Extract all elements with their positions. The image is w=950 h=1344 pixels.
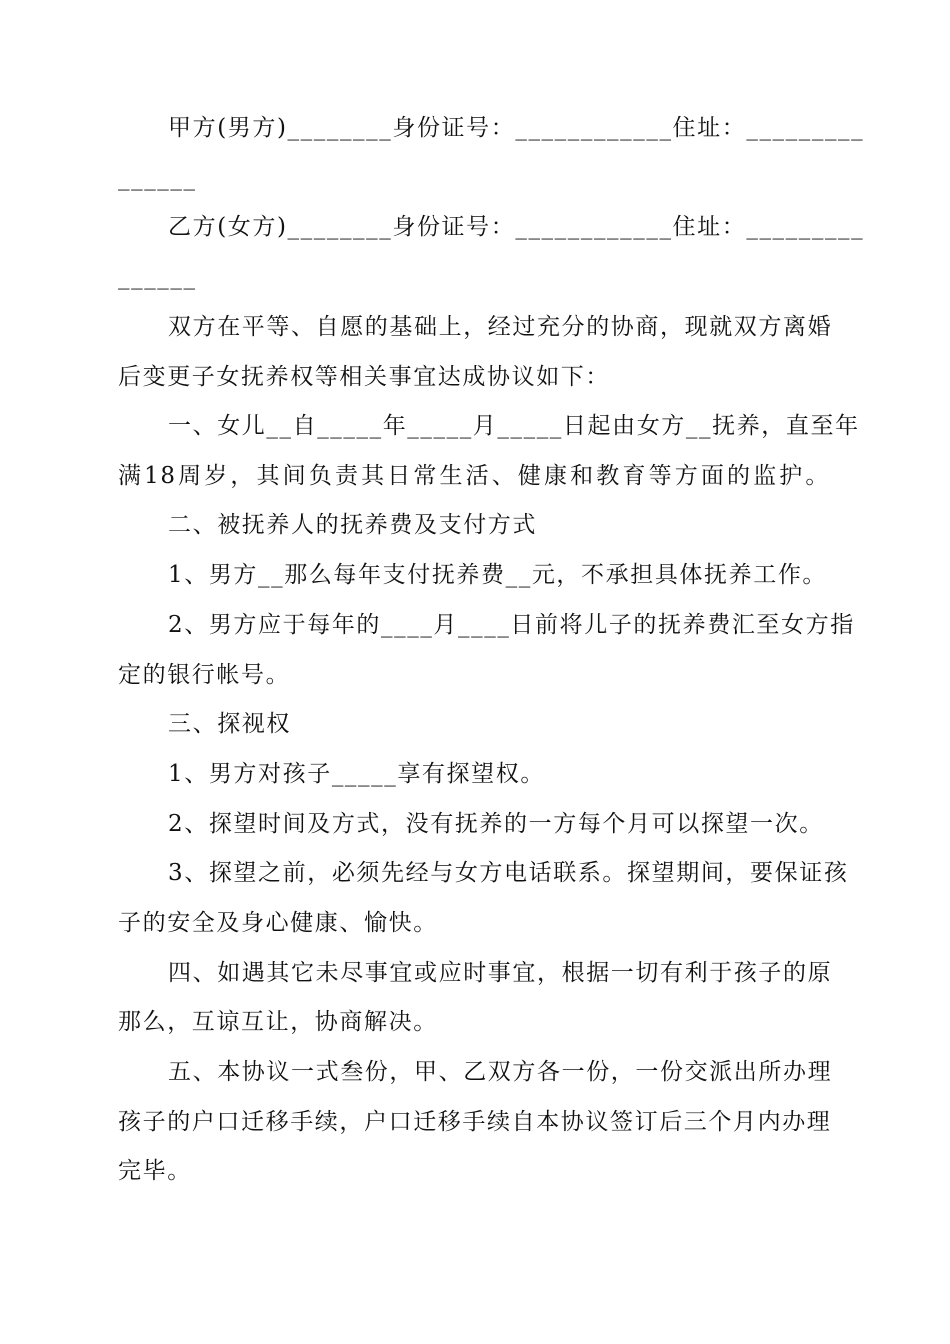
clause-2-1-line: 1、男方__那么每年支付抚养费__元，不承担具体抚养工作。 xyxy=(168,562,828,588)
clause-3-3-line-2: 子的安全及身心健康、愉快。 xyxy=(118,910,438,936)
party-a-line-1: 甲方(男方)________身份证号：____________住址：_________ xyxy=(168,115,865,141)
party-b-line-2: ______ xyxy=(118,264,197,290)
clause-5-line-1: 五、本协议一式叁份，甲、乙双方各一份，一份交派出所办理 xyxy=(168,1059,833,1085)
preamble-line-2: 后变更子女抚养权等相关事宜达成协议如下： xyxy=(118,364,610,390)
clause-3-3-line-1: 3、探望之前，必须先经与女方电话联系。探望期间，要保证孩 xyxy=(168,860,849,886)
clause-3-1-line: 1、男方对孩子_____享有探望权。 xyxy=(168,761,545,787)
clause-4-line-2: 那么，互谅互让，协商解决。 xyxy=(118,1009,438,1035)
party-a-line-2: ______ xyxy=(118,165,197,191)
clause-5-line-3: 完毕。 xyxy=(118,1158,192,1184)
clause-3-title: 三、探视权 xyxy=(168,711,291,737)
clause-1-line-2: 满18周岁，其间负责其日常生活、健康和教育等方面的监护。 xyxy=(118,463,830,489)
clause-5-line-2: 孩子的户口迁移手续，户口迁移手续自本协议签订后三个月内办理 xyxy=(118,1109,832,1135)
clause-3-2-line: 2、探望时间及方式，没有抚养的一方每个月可以探望一次。 xyxy=(168,811,824,837)
clause-1-line-1: 一、女儿__自_____年_____月_____日起由女方__抚养，直至年 xyxy=(168,413,860,439)
clause-2-2-line-1: 2、男方应于每年的____月____日前将儿子的抚养费汇至女方指 xyxy=(168,612,855,638)
clause-2-2-line-2: 定的银行帐号。 xyxy=(118,662,291,688)
clause-4-line-1: 四、如遇其它未尽事宜或应时事宜，根据一切有利于孩子的原 xyxy=(168,960,833,986)
preamble-line-1: 双方在平等、自愿的基础上，经过充分的协商，现就双方离婚 xyxy=(168,314,833,340)
clause-2-title: 二、被抚养人的抚养费及支付方式 xyxy=(168,512,537,538)
party-b-line-1: 乙方(女方)________身份证号：____________住址：_________ xyxy=(168,214,865,240)
